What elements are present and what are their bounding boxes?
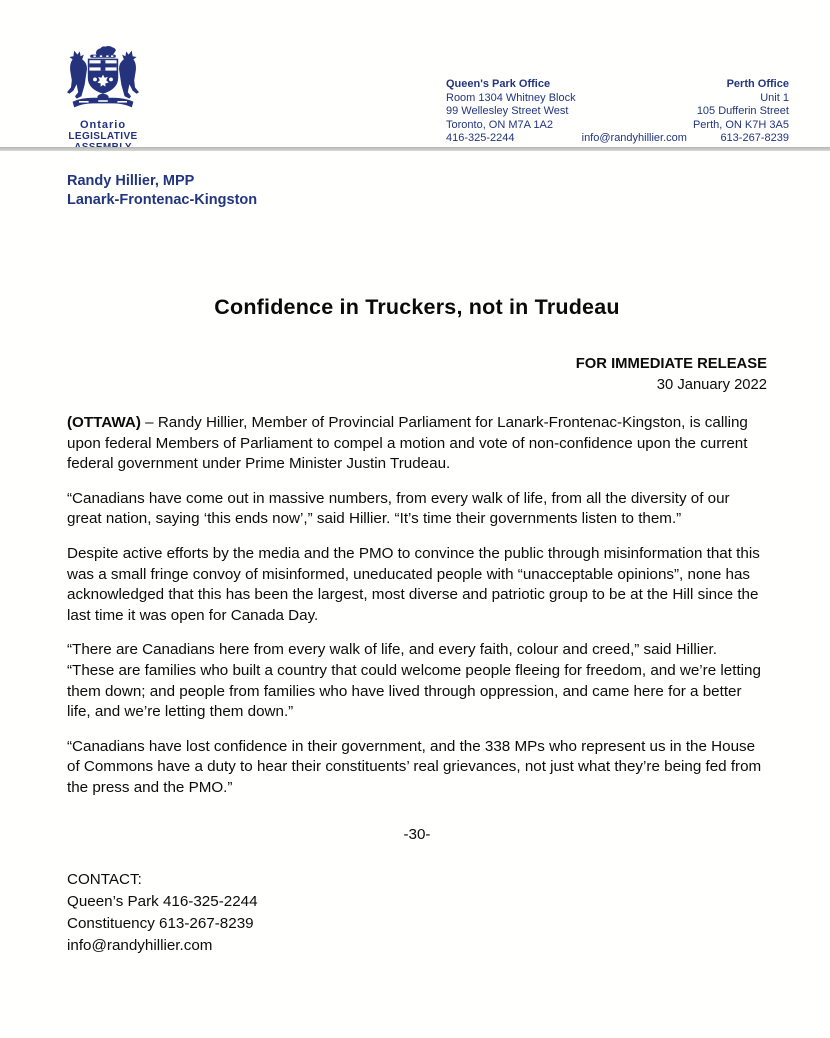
queens-park-phone: 416-325-2244	[446, 132, 515, 144]
queens-park-address-line: 99 Wellesley Street West	[446, 105, 569, 117]
contact-block	[67, 869, 767, 957]
letterhead-email: info@randyhillier.com	[581, 132, 687, 144]
queens-park-address-line: Toronto, ON M7A 1A2	[446, 118, 553, 131]
paragraph-4: “There are Canadians here from every walk of life, and every faith, colour and creed,” said Hillier. “These are families who built a country that could welcome people fleeing for freedom, and we’re letting them down; and people from families who have lived through oppression, and came here for a better life, and we’re letting them down.”	[67, 641, 761, 721]
paragraph-5: “Canadians have lost confidence in their government, and the 338 MPs who represent us in the House of Commons have a duty to hear their constituents’ real grievances, not just what they’re being fed from the press and the PMO.”	[67, 737, 762, 796]
sender-riding: Lanark-Frontenac-Kingston	[67, 191, 258, 208]
paragraph-3: Despite active efforts by the media and the PMO to convince the public through misinformation that this was a small fringe convoy of misinformed, uneducated people with “unacceptable opinions”, none has acknowledged that this has been the largest, most diverse and patriotic group to be at the Hill since the last time it was open for Canada Day.	[67, 544, 760, 624]
perth-office-block	[693, 78, 789, 146]
release-date: 30 January 2022	[656, 377, 767, 393]
for-immediate-release-label: FOR IMMEDIATE RELEASE	[575, 356, 767, 372]
contact-queens-park-phone: Queen’s Park 416-325-2244	[67, 892, 258, 910]
paragraph-1	[67, 413, 767, 475]
queens-park-office-title: Queen's Park Office	[446, 78, 551, 90]
perth-office-title: Perth Office	[726, 78, 789, 90]
perth-phone: 613-267-8239	[720, 132, 789, 144]
queens-park-address-line: Room 1304 Whitney Block	[446, 91, 576, 104]
letterhead-divider	[0, 147, 830, 151]
contact-label: CONTACT:	[67, 870, 142, 888]
perth-address-line: Unit 1	[760, 91, 789, 104]
end-mark: -30-	[403, 825, 431, 843]
logo-legislative-line: LEGISLATIVE	[68, 131, 138, 142]
release-body	[67, 413, 767, 799]
perth-address-line: 105 Dufferin Street	[696, 105, 789, 117]
sender-block	[67, 172, 257, 209]
release-info	[67, 354, 767, 396]
letterhead-contacts	[446, 78, 789, 146]
ontario-legislative-assembly-logo	[60, 44, 146, 153]
contact-constituency-phone: Constituency 613-267-8239	[67, 914, 254, 932]
paragraph-1-lead: (OTTAWA)	[67, 414, 141, 431]
logo-org-name: Ontario	[79, 119, 127, 131]
sender-name: Randy Hillier, MPP	[67, 173, 195, 189]
contact-email: info@randyhillier.com	[67, 936, 213, 954]
release-content	[67, 295, 767, 957]
perth-address-line: Perth, ON K7H 3A5	[692, 118, 789, 131]
paragraph-2: “Canadians have come out in massive numbers, from every walk of life, from all the diversity of our great nation, saying ‘this ends now’,” said Hillier. “It’s time their governments listen to them.”	[67, 489, 730, 528]
paragraph-1-text: – Randy Hillier, Member of Provincial Parliament for Lanark-Frontenac-Kingston, is calling upon federal Members of Parliament to compel a motion and vote of non-confidence upon the current federal government under Prime Minister Justin Trudeau.	[67, 414, 748, 473]
queens-park-office-block	[446, 78, 576, 146]
coat-of-arms-icon	[63, 44, 143, 118]
release-headline: Confidence in Truckers, not in Trudeau	[214, 295, 620, 319]
